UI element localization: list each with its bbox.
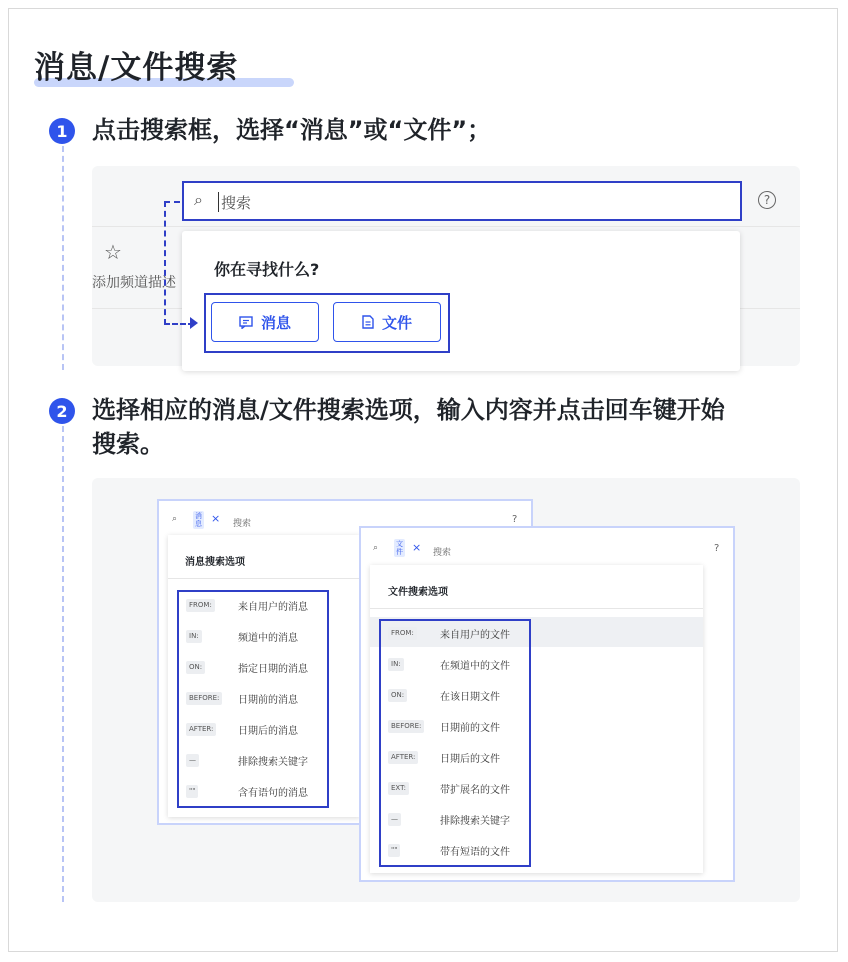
search-option-label[interactable]: 在频道中的文件 (440, 661, 510, 672)
search-option-tag[interactable]: ON: (186, 661, 205, 674)
search-option-tag[interactable]: AFTER: (186, 723, 216, 736)
step-1-text: 点击搜索框，选择“消息”或“文件”； (92, 116, 492, 144)
page-title: 消息/文件搜索 (34, 50, 239, 86)
file-option-label: 文件 (381, 313, 412, 332)
message-options-header: 消息搜索选项 (185, 557, 245, 568)
search-option-tag[interactable]: EXT: (388, 782, 409, 795)
step-1-badge: 1 (49, 118, 75, 144)
search-option-label[interactable]: 含有语句的消息 (238, 788, 308, 799)
message-option-button[interactable] (211, 302, 319, 342)
star-icon[interactable]: ☆ (104, 240, 122, 264)
file-options-highlight (379, 619, 531, 867)
divider (92, 226, 800, 227)
search-placeholder[interactable]: 搜索 (433, 548, 452, 558)
search-option-label[interactable]: 在该日期文件 (440, 692, 500, 703)
guide-dashed-line (164, 201, 166, 325)
search-option-tag[interactable]: "" (186, 785, 198, 798)
search-option-tag[interactable]: BEFORE: (186, 692, 222, 705)
search-option-label[interactable]: 日期后的文件 (440, 754, 500, 765)
search-option-label[interactable]: 排除搜索关键字 (238, 757, 308, 768)
search-placeholder: 搜索 (221, 194, 252, 212)
search-option-label[interactable]: 日期前的消息 (238, 695, 298, 706)
search-option-tag[interactable]: AFTER: (388, 751, 418, 764)
search-option-label[interactable]: 频道中的消息 (238, 633, 298, 644)
timeline-line-2 (62, 426, 64, 902)
search-option-label[interactable]: 来自用户的文件 (440, 630, 510, 641)
search-option-label[interactable]: 日期后的消息 (238, 726, 298, 737)
help-icon[interactable]: ? (758, 191, 776, 209)
file-filter-chip[interactable]: 文 件 (396, 540, 403, 556)
guide-dashed-line (164, 201, 180, 203)
search-placeholder[interactable]: 搜索 (233, 519, 252, 529)
search-icon: ⌕ (194, 190, 203, 209)
step-2-text-line-2: 搜索。 (92, 430, 164, 458)
search-option-tag[interactable]: BEFORE: (388, 720, 424, 733)
file-options-header: 文件搜索选项 (388, 587, 448, 598)
message-icon (239, 316, 253, 329)
file-option-button[interactable] (333, 302, 441, 342)
timeline-line-1 (62, 146, 64, 370)
help-icon[interactable]: ? (512, 514, 518, 525)
search-option-tag[interactable]: IN: (186, 630, 202, 643)
close-icon[interactable]: × (412, 541, 422, 554)
search-option-tag[interactable]: FROM: (388, 627, 417, 640)
search-option-tag[interactable]: FROM: (186, 599, 215, 612)
text-cursor (218, 192, 219, 212)
message-option-label: 消息 (260, 313, 291, 332)
file-icon (362, 315, 374, 329)
search-option-tag[interactable]: "" (388, 844, 400, 857)
message-filter-chip[interactable]: 消 息 (195, 512, 202, 528)
search-icon: ⌕ (373, 543, 379, 553)
divider (370, 608, 703, 609)
step-2-badge: 2 (49, 398, 75, 424)
step-2-text-line-1: 选择相应的消息/文件搜索选项，输入内容并点击回车键开始 (92, 396, 725, 424)
search-input[interactable] (182, 181, 742, 221)
message-options-highlight (177, 590, 329, 808)
search-option-label[interactable]: 带扩展名的文件 (440, 785, 510, 796)
search-option-label[interactable]: 排除搜索关键字 (440, 816, 510, 827)
guide-arrow-icon (190, 317, 198, 329)
search-option-tag[interactable]: — (388, 813, 401, 826)
help-icon[interactable]: ? (714, 543, 720, 554)
dropdown-title: 你在寻找什么? (214, 260, 320, 279)
search-option-label[interactable]: 指定日期的消息 (238, 664, 308, 675)
search-option-label[interactable]: 日期前的文件 (440, 723, 500, 734)
search-option-label[interactable]: 来自用户的消息 (238, 602, 308, 613)
search-option-tag[interactable]: — (186, 754, 199, 767)
divider (168, 578, 360, 579)
search-option-tag[interactable]: ON: (388, 689, 407, 702)
search-icon: ⌕ (172, 514, 178, 524)
add-channel-description[interactable]: 添加频道描述 (92, 275, 176, 291)
search-option-tag[interactable]: IN: (388, 658, 404, 671)
close-icon[interactable]: × (211, 512, 221, 525)
search-option-label[interactable]: 带有短语的文件 (440, 847, 510, 858)
